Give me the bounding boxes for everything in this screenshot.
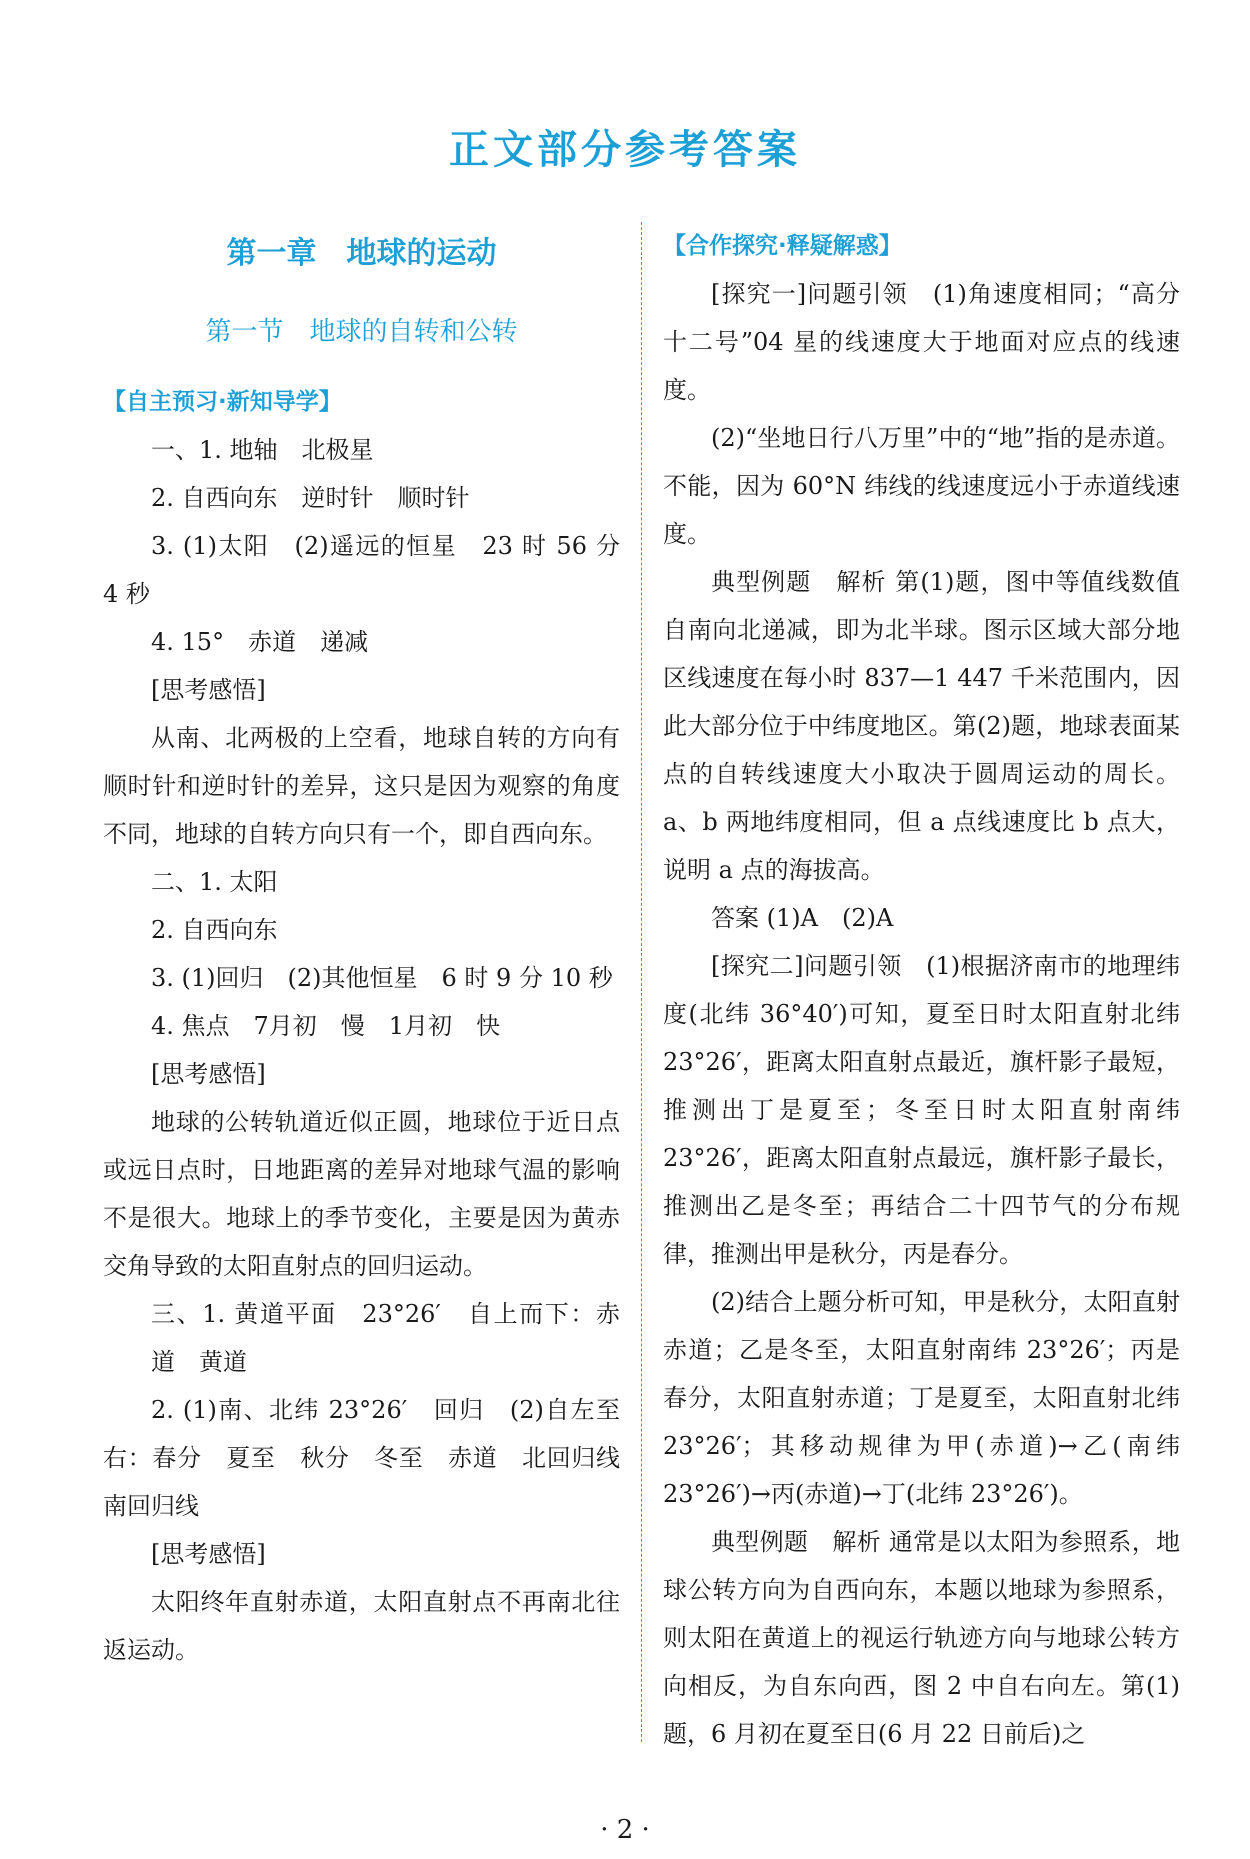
answer-paragraph: [探究二]问题引领 (1)根据济南市的地理纬度(北纬 36°40′)可知，夏至日时太阳直射北纬 23°26′，距离太阳直射点最近，旗杆影子最短，推测出丁是夏至；冬至日时太阳直射南纬 23°26′，距离太阳直射点最远，旗杆影子最长，推测出乙是冬至；再结合二十四节气的分布规律，推测出甲是秋分，丙是春分。 [663,952,1180,1268]
answer-paragraph: [思考感悟] [151,1540,266,1568]
answer-paragraph: 4. 15° 赤道 递减 [151,628,369,656]
right-column [663,222,1180,1758]
answer-paragraph: 三、1. 黄道平面 23°26′ 自上而下：赤道 黄道 [151,1300,620,1376]
answer-paragraph: 从南、北两极的上空看，地球自转的方向有顺时针和逆时针的差异，这只是因为观察的角度不同，地球的自转方向只有一个，即自西向东。 [103,724,620,848]
answer-paragraph: 2. (1)南、北纬 23°26′ 回归 (2)自左至右：春分 夏至 秋分 冬至 赤道 北回归线 南回归线 [103,1396,644,1520]
right-heading: 【合作探究·释疑解惑】 [663,233,902,259]
answer-paragraph: 3. (1)回归 (2)其他恒星 6 时 9 分 10 秒 [151,964,613,992]
answer-paragraph: 典型例题 解析 通常是以太阳为参照系，地球公转方向为自西向东，本题以地球为参照系，则太阳在黄道上的视运行轨迹方向与地球公转方向相反，为自东向西，图 2 中自右向左。第(1)题，6 月初在夏至日(6 月 22 日前后)之 [663,1528,1180,1748]
answer-paragraph: 地球的公转轨道近似正圆，地球位于近日点或远日点时，日地距离的差异对地球气温的影响不是很大。地球上的季节变化，主要是因为黄赤交角导致的太阳直射点的回归运动。 [103,1108,620,1280]
answer-paragraph: (2)结合上题分析可知，甲是秋分，太阳直射赤道；乙是冬至，太阳直射南纬 23°26′；丙是春分，太阳直射赤道；丁是夏至，太阳直射北纬 23°26′；其移动规律为甲(赤道)→乙(南纬 23°26′)→丙(赤道)→丁(北纬 23°26′)。 [663,1288,1180,1508]
answer-paragraph: [探究一]问题引领 (1)角速度相同；“高分十二号”04 星的线速度大于地面对应点的线速度。 [663,280,1180,404]
answer-paragraph: [思考感悟] [151,1060,266,1088]
answer-paragraph: 答案 (1)A (2)A [711,904,894,932]
answer-paragraph: [思考感悟] [151,676,266,704]
page-number: · 2 · [600,1815,650,1845]
answer-paragraph: 2. 自西向东 [151,916,278,944]
column-divider [641,222,642,1742]
answer-paragraph: 2. 自西向东 逆时针 顺时针 [151,484,470,512]
answer-paragraph: 二、1. 太阳 [151,868,278,896]
section-title: 第一节 地球的自转和公转 [205,317,518,347]
answer-paragraph: 太阳终年直射赤道，太阳直射点不再南北往返运动。 [103,1588,620,1664]
answer-paragraph: 典型例题 解析 第(1)题，图中等值线数值自南向北递减，即为北半球。图示区域大部分地区线速度在每小时 837—1 447 千米范围内，因此大部分位于中纬度地区。第(2)题，地球表面某点的自转线速度大小取决于圆周运动的周长。a、b 两地纬度相同，但 a 点线速度比 b 点大，说明 a 点的海拔高。 [663,568,1180,884]
left-body [103,426,644,1674]
page-title: 正文部分参考答案 [449,127,801,173]
answer-paragraph: 一、1. 地轴 北极星 [151,436,374,464]
answer-paragraph: 4. 焦点 7月初 慢 1月初 快 [151,1012,501,1040]
answer-paragraph: (2)“坐地日行八万里”中的“地”指的是赤道。不能，因为 60°N 纬线的线速度远小于赤道线速度。 [663,424,1180,548]
left-column [103,222,644,1674]
answer-paragraph: 3. (1)太阳 (2)遥远的恒星 23 时 56 分 4 秒 [103,532,620,608]
chapter-title: 第一章 地球的运动 [226,236,497,271]
right-body [663,270,1180,1758]
left-heading: 【自主预习·新知导学】 [103,389,342,415]
